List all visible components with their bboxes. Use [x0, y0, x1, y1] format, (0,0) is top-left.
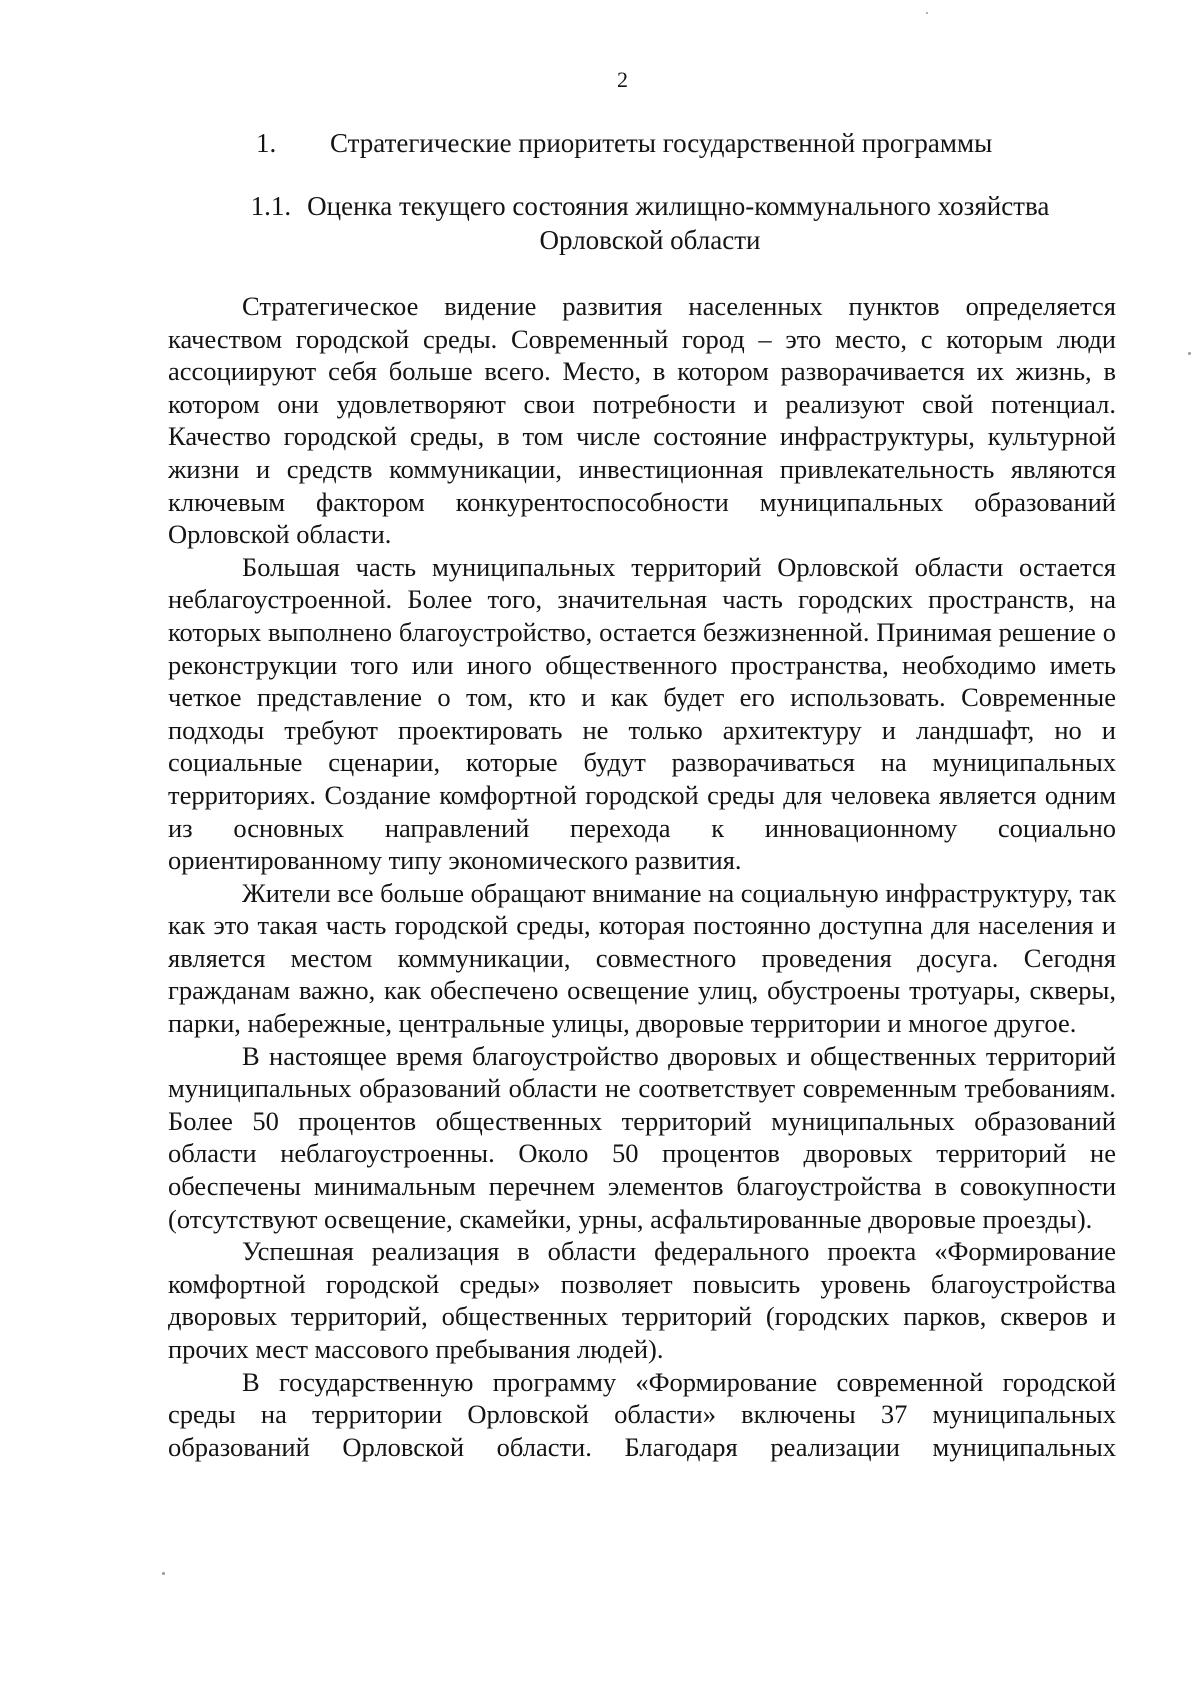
section-title: Стратегические приоритеты государственной программы	[330, 128, 993, 158]
section-number: 1.	[256, 128, 277, 158]
paragraph: Стратегическое видение развития населенных пунктов определяется качеством городской среды. Современный город – это место, с которым люди ассоциируют себя больше всего. Место, в котором разворачивается их жизнь, в котором они удовлетворяют свои потребности и реализуют свой потенциал. Качество городской среды, в том числе состояние инфраструктуры, культурной жизни и средств коммуникации, инвестиционная привлекательность являются ключевым фактором конкурентоспособности муниципальных образований Орловской области.	[168, 291, 1116, 550]
scan-speck	[926, 12, 928, 14]
paragraph: Успешная реализация в области федерального проекта «Формирование комфортной городской среды» позволяет повысить уровень благоустройства дворовых территорий, общественных территорий (городских парков, скверов и прочих мест массового пребывания людей).	[168, 1236, 1116, 1364]
subsection-title-line2: Орловской области	[539, 225, 761, 255]
section-heading	[256, 126, 992, 160]
subsection-title-line1	[180, 189, 1120, 223]
subsection-number: 1.1.	[250, 191, 292, 221]
paragraph: В государственную программу «Формирование современной городской среды на территории Орловской области» включены 37 муниципальных образований Орловской области. Благодаря реализации муниципальных	[168, 1366, 1116, 1462]
scan-speck	[162, 1572, 165, 1575]
paragraph: Большая часть муниципальных территорий Орловской области остается неблагоустроенной. Более того, значительная часть городских пространств, на которых выполнено благоустройство, остается безжизненной. Принимая решение о реконструкции того или иного общественного пространства, необходимо иметь четкое представление о том, кто и как будет его использовать. Современные подходы требуют проектировать не только архитектуру и ландшафт, но и социальные сценарии, которые будут разворачиваться на муниципальных территориях. Создание комфортной городской среды для человека является одним из основных направлений перехода к инновационному социально ориентированному типу экономического развития.	[168, 551, 1116, 876]
body-text	[168, 290, 1116, 1463]
page-number: 2	[617, 67, 628, 92]
paragraph: Жители все больше обращают внимание на социальную инфраструктуру, так как это такая часть городской среды, которая постоянно доступна для населения и является местом коммуникации, совместного проведения досуга. Сегодня гражданам важно, как обеспечено освещение улиц, обустроены тротуары, скверы, парки, набережные, центральные улицы, дворовые территории и многое другое.	[168, 877, 1116, 1039]
scan-speck	[1188, 352, 1191, 355]
subsection-title: Оценка текущего состояния жилищно-коммунального хозяйства	[307, 191, 1050, 221]
subsection-heading	[180, 189, 1120, 257]
paragraph: В настоящее время благоустройство дворовых и общественных территорий муниципальных образований области не соответствует современным требованиям. Более 50 процентов общественных территорий муниципальных образований области неблагоустроенны. Около 50 процентов дворовых территорий не обеспечены минимальным перечнем элементов благоустройства в совокупности (отсутствуют освещение, скамейки, урны, асфальтированные дворовые проезды).	[168, 1040, 1116, 1234]
